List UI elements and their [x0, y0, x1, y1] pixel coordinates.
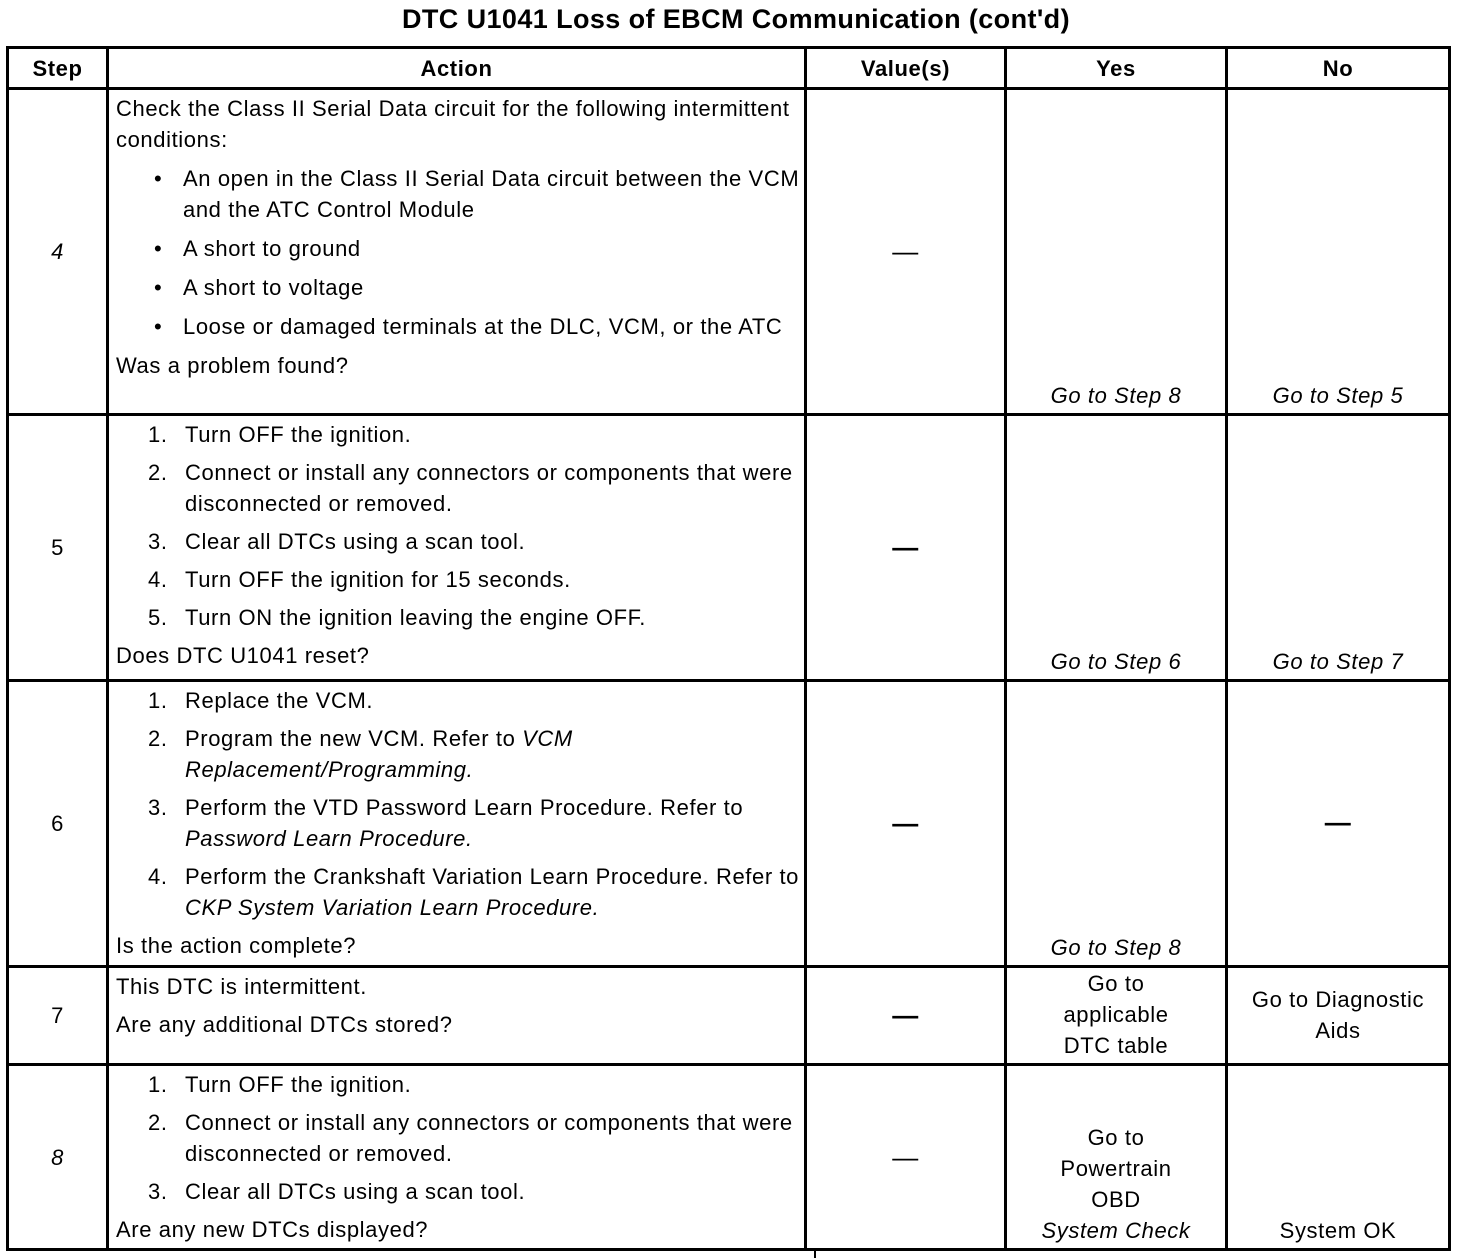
column-header-no: No: [1227, 48, 1450, 89]
list-item: • An open in the Class II Serial Data circuit between the VCM and the ATC Control Module: [154, 166, 800, 222]
yes-result: Go to Step 6: [1006, 415, 1227, 681]
no-result: Go to Diagnostic Aids: [1227, 967, 1450, 1065]
no-result: System OK: [1227, 1065, 1450, 1250]
value-cell: —: [806, 681, 1006, 967]
column-header-values: Value(s): [806, 48, 1006, 89]
list-item: 4. Perform the Crankshaft Variation Learn Procedure. Refer to CKP System Variation Learn Procedure.: [148, 864, 800, 920]
action-cell: [108, 681, 806, 967]
procedure-reference: System Check: [1041, 1218, 1191, 1243]
action-question: Was a problem found?: [116, 353, 349, 378]
procedure-list: [116, 1069, 804, 1207]
list-item: • A short to ground: [154, 236, 361, 261]
list-item: 2. Connect or install any connectors or components that were disconnected or removed.: [148, 460, 793, 516]
column-header-yes: Yes: [1006, 48, 1227, 89]
diagnostic-table: [6, 46, 1451, 1251]
action-question: Are any new DTCs displayed?: [116, 1217, 429, 1242]
list-item: 2. Program the new VCM. Refer to VCM Replacement/Programming.: [148, 726, 573, 782]
table-header-row: [8, 48, 1450, 89]
column-header-step: Step: [8, 48, 108, 89]
step-number: 7: [8, 967, 108, 1065]
list-item: 1. Replace the VCM.: [148, 688, 374, 713]
action-text: This DTC is intermittent.: [116, 974, 367, 999]
no-result: Go to Step 5: [1227, 89, 1450, 415]
list-item: • Loose or damaged terminals at the DLC, VCM, or the ATC: [154, 314, 783, 339]
value-cell: —: [806, 415, 1006, 681]
yes-result: Go to Step 8: [1006, 681, 1227, 967]
table-row-step-4: [8, 89, 1450, 415]
no-result: —: [1227, 681, 1450, 967]
step-number: 6: [8, 681, 108, 967]
action-cell: [108, 415, 806, 681]
list-item: 3. Perform the VTD Password Learn Procedure. Refer to Password Learn Procedure.: [148, 795, 744, 851]
list-item: 5. Turn ON the ignition leaving the engine OFF.: [148, 605, 646, 630]
action-question: Are any additional DTCs stored?: [116, 1012, 453, 1037]
page-mark: [814, 1250, 816, 1258]
yes-result: Go to applicable DTC table: [1006, 967, 1227, 1065]
list-item: 1. Turn OFF the ignition.: [148, 422, 412, 447]
value-cell: —: [806, 1065, 1006, 1250]
step-number: 8: [8, 1065, 108, 1250]
step-number: 5: [8, 415, 108, 681]
condition-list: [116, 163, 804, 342]
yes-result: Go to Step 8: [1006, 89, 1227, 415]
table-row-step-8: [8, 1065, 1450, 1250]
list-item: 3. Clear all DTCs using a scan tool.: [148, 529, 526, 554]
procedure-reference: CKP System Variation Learn Procedure.: [185, 895, 600, 920]
action-cell: [108, 89, 806, 415]
list-item: 2. Connect or install any connectors or components that were disconnected or removed.: [148, 1110, 793, 1166]
column-header-action: Action: [108, 48, 806, 89]
table-row-step-5: [8, 415, 1450, 681]
list-item: • A short to voltage: [154, 275, 364, 300]
procedure-reference: VCM Replacement/Programming.: [185, 726, 573, 782]
action-cell: [108, 1065, 806, 1250]
list-item: 4. Turn OFF the ignition for 15 seconds.: [148, 567, 571, 592]
action-question: Is the action complete?: [116, 933, 357, 958]
value-cell: —: [806, 967, 1006, 1065]
action-intro: Check the Class II Serial Data circuit for the following intermittent conditions:: [116, 96, 790, 152]
procedure-reference: Password Learn Procedure.: [185, 826, 473, 851]
action-cell: [108, 967, 806, 1065]
document-title: DTC U1041 Loss of EBCM Communication (cont'd): [402, 4, 1070, 34]
procedure-list: [116, 685, 804, 923]
no-result: Go to Step 7: [1227, 415, 1450, 681]
action-question: Does DTC U1041 reset?: [116, 643, 370, 668]
list-item: 1. Turn OFF the ignition.: [148, 1072, 412, 1097]
list-item: 3. Clear all DTCs using a scan tool.: [148, 1179, 526, 1204]
step-number: 4: [8, 89, 108, 415]
value-cell: —: [806, 89, 1006, 415]
procedure-list: [116, 419, 804, 633]
yes-result: Go to Powertrain OBD System Check: [1006, 1065, 1227, 1250]
table-row-step-7: [8, 967, 1450, 1065]
table-row-step-6: [8, 681, 1450, 967]
